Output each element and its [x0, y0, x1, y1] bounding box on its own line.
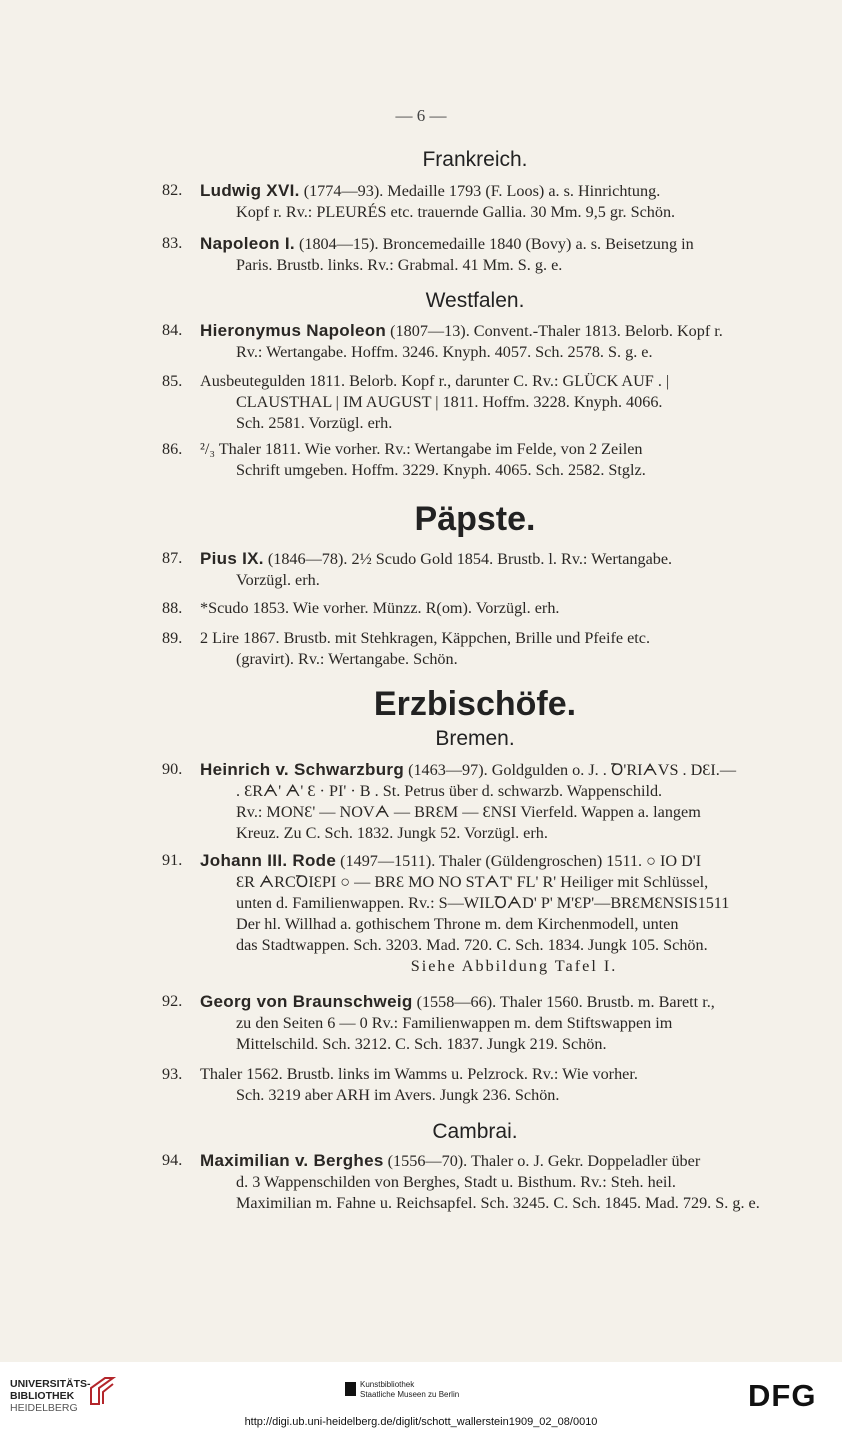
- catalog-entry-93: [162, 1064, 792, 1106]
- plate-reference: Siehe Abbildung Tafel I.: [410, 957, 618, 975]
- entry-text: Kopf r. Rv.: PLEURÉS etc. trauernde Gallia. 30 Mm. 9,5 gr. Schön.: [236, 203, 676, 221]
- section-heading-bremen: Bremen.: [435, 727, 515, 750]
- entry-text: ƐR ᗅRCꝹIƐPI ○ — BRƐ MO NO STᗅT' FL' R' Heiliger mit Schlüssel,: [236, 873, 709, 891]
- entry-number: 84.: [162, 321, 183, 339]
- entry-text: (1804—15). Broncemedaille 1840 (Bovy) a. s. Beisetzung in: [294, 235, 694, 253]
- entry-text: ²/₃ Thaler 1811. Wie vorher. Rv.: Wertangabe im Felde, von 2 Zeilen: [200, 440, 643, 458]
- entry-text: (1558—66). Thaler 1560. Brustb. m. Barett r.,: [412, 993, 715, 1011]
- entry-number: 89.: [162, 629, 183, 647]
- entry-number: 85.: [162, 372, 183, 390]
- catalog-entry-82: [162, 180, 792, 223]
- entry-number: 83.: [162, 234, 183, 252]
- entry-text: d. 3 Wappenschilden von Berghes, Stadt u. Bisthum. Rv.: Steh. heil.: [236, 1173, 676, 1191]
- footer-bar: [0, 1362, 842, 1433]
- entry-text: Vorzügl. erh.: [236, 571, 320, 589]
- entry-number: 87.: [162, 549, 183, 567]
- catalog-entry-91: [162, 850, 792, 977]
- entry-text: (1463—97). Goldgulden o. J. . Ꝺ'RIᗅVS . DƐI.—: [404, 761, 737, 779]
- entry-text: Sch. 2581. Vorzügl. erh.: [236, 414, 393, 432]
- logo-text-line: Kunstbibliothek: [360, 1380, 415, 1389]
- section-heading-erzbischoefe: Erzbischöfe.: [373, 685, 577, 723]
- entry-number: 91.: [162, 851, 183, 869]
- entry-text: (1807—13). Convent.-Thaler 1813. Belorb. Kopf r.: [386, 322, 723, 340]
- catalog-entry-90: [162, 759, 792, 844]
- entry-text: Maximilian m. Fahne u. Reichsapfel. Sch. 3245. C. Sch. 1845. Mad. 729. S. g. e.: [236, 1194, 760, 1212]
- entry-text: zu den Seiten 6 — 0 Rv.: Familienwappen m. dem Stiftswappen im: [236, 1014, 673, 1032]
- entry-ruler: Georg von Braunschweig: [200, 992, 413, 1011]
- entry-text: Mittelschild. Sch. 3212. C. Sch. 1837. Jungk 219. Schön.: [236, 1035, 607, 1053]
- entry-ruler: Johann III. Rode: [200, 851, 337, 870]
- section-heading-frankreich: Frankreich.: [422, 148, 528, 171]
- section-heading-paepste: Päpste.: [414, 500, 536, 538]
- entry-text: Ausbeutegulden 1811. Belorb. Kopf r., darunter C. Rv.: GLÜCK AUF . |: [200, 372, 670, 390]
- entry-number: 90.: [162, 760, 183, 778]
- entry-text: Kreuz. Zu C. Sch. 1832. Jungk 52. Vorzügl. erh.: [236, 824, 548, 842]
- logo-text-line: UNIVERSITÄTS-: [10, 1378, 91, 1390]
- catalog-entry-87: [162, 548, 792, 591]
- entry-number: 86.: [162, 440, 183, 458]
- entry-ruler: Maximilian v. Berghes: [200, 1151, 384, 1170]
- catalog-entry-89: [162, 628, 792, 670]
- entry-text: Der hl. Willhad a. gothischem Throne m. dem Kirchenmodell, unten: [236, 915, 679, 933]
- kunstbibliothek-logo-icon: [345, 1382, 356, 1396]
- entry-text: (1497—1511). Thaler (Güldengroschen) 1511. ○ IO D'I: [336, 852, 702, 870]
- page-number: — 6 —: [395, 106, 447, 125]
- university-library-logo-text: [10, 1378, 91, 1414]
- catalog-entry-85: [162, 371, 792, 434]
- source-url[interactable]: http://digi.ub.uni-heidelberg.de/diglit/schott_wallerstein1909_02_08/0010: [244, 1416, 598, 1428]
- entry-text: das Stadtwappen. Sch. 3203. Mad. 720. C. Sch. 1834. Jungk 105. Schön.: [236, 936, 708, 954]
- university-library-logo-icon: [85, 1374, 119, 1408]
- entry-number: 88.: [162, 599, 183, 617]
- entry-ruler: Heinrich v. Schwarzburg: [200, 760, 405, 779]
- entry-text: Schrift umgeben. Hoffm. 3229. Knyph. 4065. Sch. 2582. Stglz.: [236, 461, 646, 479]
- entry-number: 94.: [162, 1151, 183, 1169]
- kunstbibliothek-logo-text: [360, 1380, 459, 1400]
- entry-text: . ƐRᗅ' ᗅ' Ɛ · PI' · B . St. Petrus über d. schwarzb. Wappenschild.: [236, 782, 663, 800]
- catalog-entry-94: [162, 1150, 792, 1214]
- catalog-entry-86: [162, 439, 792, 481]
- entry-number: 82.: [162, 181, 183, 199]
- entry-number: 93.: [162, 1065, 183, 1083]
- entry-ruler: Ludwig XVI.: [200, 181, 300, 200]
- entry-text: (1846—78). 2½ Scudo Gold 1854. Brustb. l. Rv.: Wertangabe.: [263, 550, 673, 568]
- entry-text: Rv.: MONƐ' — NOVᗅ — BRƐM — ƐNSI Vierfeld. Wappen a. langem: [236, 803, 701, 821]
- catalog-entry-92: [162, 991, 792, 1055]
- entry-text: Paris. Brustb. links. Rv.: Grabmal. 41 Mm. S. g. e.: [236, 256, 563, 274]
- entry-text: unten d. Familienwappen. Rv.: S—WILꝹᗅD' P' M'ƐP'—BRƐMƐNSIS1511: [236, 894, 730, 912]
- dfg-logo: DFG: [748, 1378, 817, 1413]
- entry-text: Thaler 1562. Brustb. links im Wamms u. Pelzrock. Rv.: Wie vorher.: [200, 1065, 638, 1083]
- section-heading-cambrai: Cambrai.: [432, 1120, 518, 1143]
- entry-ruler: Napoleon I.: [200, 234, 295, 253]
- entry-text: (1556—70). Thaler o. J. Gekr. Doppeladler über: [383, 1152, 701, 1170]
- entry-ruler: Pius IX.: [200, 549, 264, 568]
- entry-text: 2 Lire 1867. Brustb. mit Stehkragen, Käppchen, Brille und Pfeife etc.: [200, 629, 650, 647]
- entry-text: CLAUSTHAL | IM AUGUST | 1811. Hoffm. 3228. Knyph. 4066.: [236, 393, 663, 411]
- entry-ruler: Hieronymus Napoleon: [200, 321, 387, 340]
- entry-text: (gravirt). Rv.: Wertangabe. Schön.: [236, 650, 458, 668]
- entry-text: (1774—93). Medaille 1793 (F. Loos) a. s. Hinrichtung.: [299, 182, 661, 200]
- catalog-entry-88: [162, 598, 792, 619]
- entry-text: Rv.: Wertangabe. Hoffm. 3246. Knyph. 4057. Sch. 2578. S. g. e.: [236, 343, 653, 361]
- catalog-entry-84: [162, 320, 792, 363]
- entry-number: 92.: [162, 992, 183, 1010]
- entry-text: Sch. 3219 aber ARH im Avers. Jungk 236. Schön.: [236, 1086, 560, 1104]
- logo-text-line: Staatliche Museen zu Berlin: [360, 1390, 460, 1399]
- logo-text-line: BIBLIOTHEK: [10, 1390, 75, 1402]
- section-heading-westfalen: Westfalen.: [425, 289, 525, 312]
- logo-text-line: HEIDELBERG: [10, 1402, 78, 1414]
- catalog-entry-83: [162, 233, 792, 276]
- entry-text: *Scudo 1853. Wie vorher. Münzz. R(om). Vorzügl. erh.: [200, 599, 560, 617]
